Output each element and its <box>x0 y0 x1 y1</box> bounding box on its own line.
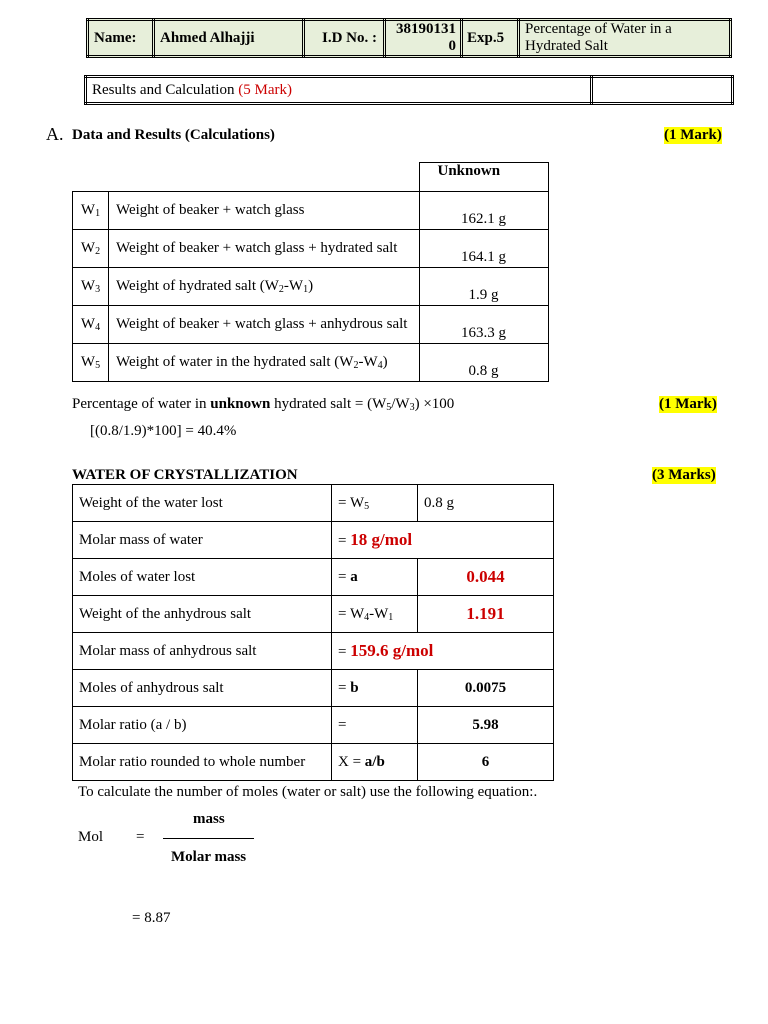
row-description: Weight of beaker + watch glass + anhydrous salt <box>109 305 420 343</box>
row-value: 0.8 g <box>418 485 554 522</box>
percentage-result: [(0.8/1.9)*100] = 40.4% <box>90 423 237 439</box>
row-value: 0.8 g <box>419 343 548 381</box>
name-label: Name: <box>88 20 154 57</box>
table-row <box>73 744 554 781</box>
table-row <box>73 343 549 381</box>
row-description: Weight of water in the hydrated salt $(W_2-W_4)$ <box>109 343 420 381</box>
table-row <box>73 485 554 522</box>
equation-denominator: Molar mass <box>171 849 247 865</box>
water-title: WATER OF CRYSTALLIZATION <box>72 467 298 483</box>
section-marks: (1 Mark) <box>664 127 722 143</box>
equation-result: = 8.87 <box>132 910 171 926</box>
row-label: Moles of anhydrous salt <box>73 670 332 707</box>
row-value: 0.044 <box>418 559 554 596</box>
row-equation: = <box>332 707 418 744</box>
table-row <box>73 670 554 707</box>
row-code: $W_1$ <box>73 191 109 229</box>
row-description: Weight of beaker + watch glass <box>109 191 420 229</box>
table-row <box>73 633 554 670</box>
column-header-unknown: Unknown <box>419 163 548 192</box>
row-value: 0.0075 <box>418 670 554 707</box>
id-value: 38190131 0 <box>385 20 462 57</box>
equation-mol: Mol <box>78 829 104 845</box>
results-box <box>84 75 734 105</box>
equation-numerator: mass <box>193 811 225 827</box>
table-row <box>73 305 549 343</box>
table-row <box>73 559 554 596</box>
row-equation: X = a/b <box>332 744 418 781</box>
row-code: $W_3$ <box>73 267 109 305</box>
row-label: Molar ratio (a / b) <box>73 707 332 744</box>
results-label: Results and Calculation (5 Mark) <box>86 77 592 104</box>
row-value: 1.9 g <box>419 267 548 305</box>
row-label: Weight of the water lost <box>73 485 332 522</box>
row-value: 6 <box>418 744 554 781</box>
row-equation: = b <box>332 670 418 707</box>
table-row <box>73 596 554 633</box>
row-label: Molar mass of water <box>73 522 332 559</box>
row-value: 162.1 g <box>419 191 548 229</box>
student-info-header <box>86 18 732 58</box>
results-marks: (5 Mark) <box>238 81 292 98</box>
data-table <box>72 162 549 382</box>
row-value: 164.1 g <box>419 229 548 267</box>
row-value: 5.98 <box>418 707 554 744</box>
results-score-cell <box>592 77 733 104</box>
molar-mass-water-value: 18 g/mol <box>350 530 413 549</box>
row-code: $W_2$ <box>73 229 109 267</box>
exp-title: Percentage of Water in a Hydrated Salt <box>519 20 731 57</box>
row-description: Weight of hydrated salt $(W_2-W_1)$ <box>109 267 420 305</box>
exp-label: Exp.5 <box>462 20 519 57</box>
row-label: Weight of the anhydrous salt <box>73 596 332 633</box>
equation-equals: = <box>136 829 145 845</box>
row-description: Weight of beaker + watch glass + hydrated salt <box>109 229 420 267</box>
row-label: Molar mass of anhydrous salt <box>73 633 332 670</box>
row-equation: = $W_5$ <box>332 485 418 522</box>
row-code: $W_5$ <box>73 343 109 381</box>
row-value: 163.3 g <box>419 305 548 343</box>
table-row <box>73 707 554 744</box>
table-row <box>73 229 549 267</box>
percentage-formula: Percentage of water in unknown hydrated salt = $(W_5/W_3) \times 100$ <box>72 396 455 413</box>
row-code: $W_4$ <box>73 305 109 343</box>
fraction-bar <box>163 838 254 839</box>
water-marks: (3 Marks) <box>652 467 716 483</box>
section-letter: A. <box>46 124 64 144</box>
table-row <box>73 191 549 229</box>
molar-mass-salt-value: 159.6 g/mol <box>350 641 434 660</box>
row-equation: = a <box>332 559 418 596</box>
water-table <box>72 484 554 781</box>
id-label: I.D No. : <box>304 20 385 57</box>
row-equation: = 18 g/mol <box>332 522 554 559</box>
percentage-marks: (1 Mark) <box>659 396 717 412</box>
row-label: Moles of water lost <box>73 559 332 596</box>
row-value: 1.191 <box>418 596 554 633</box>
table-row <box>73 267 549 305</box>
name-value: Ahmed Alhajji <box>154 20 304 57</box>
equation-intro: To calculate the number of moles (water or salt) use the following equation:. <box>78 784 538 800</box>
row-label: Molar ratio rounded to whole number <box>73 744 332 781</box>
row-equation: = $W_4-W_1$ <box>332 596 418 633</box>
row-equation: = 159.6 g/mol <box>332 633 554 670</box>
table-row <box>73 522 554 559</box>
section-title: Data and Results (Calculations) <box>72 127 275 143</box>
